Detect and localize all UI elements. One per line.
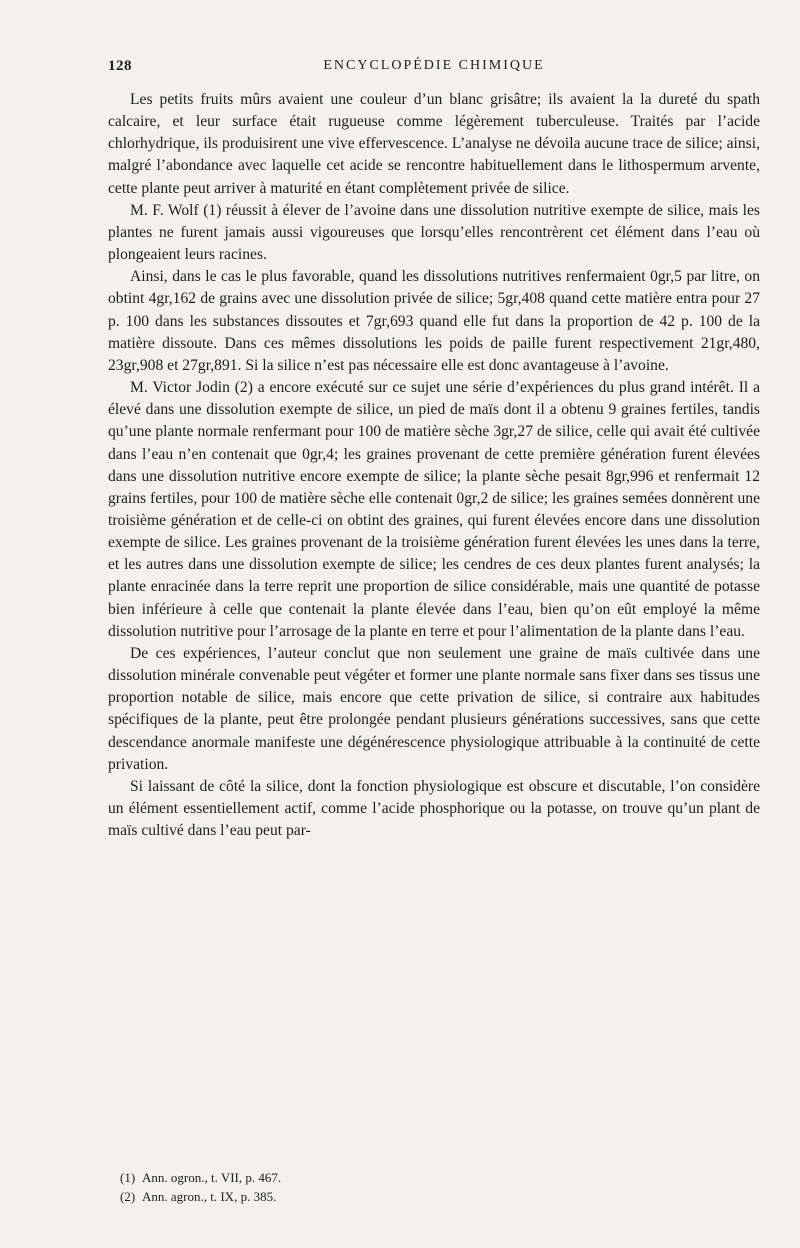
paragraph: De ces expériences, l’auteur conclut que non seulement une graine de maïs cultivée dans une dissolution minérale convenable peut végéter et former une plante normale sans fixer dans ses tissus une proportion notable de silice, mais encore que cette privation de silice, si contraire aux habitudes spécifiques de la plante, peut être prolongée pendant plusieurs générations successives, sans que cette descendance anormale manifeste une dégénérescence physiologique attribuable à la continuité de cette privation. [108, 644, 760, 773]
footnotes [120, 1168, 740, 1206]
footnote-text: Ann. agron., t. IX, p. 385. [142, 1189, 277, 1204]
running-title: ENCYCLOPÉDIE CHIMIQUE [323, 58, 545, 73]
paragraph: Si laissant de côté la silice, dont la fonction physiologique est obscure et discutable, l’on considère un élément essentiellement actif, comme l’acide phosphorique ou la potasse, on trouve qu’un plant de maïs cultivé dans l’eau peut par- [108, 777, 760, 840]
footnote-text: Ann. ogron., t. VII, p. 467. [142, 1170, 282, 1185]
page-number: 128 [108, 58, 132, 74]
body-text [108, 89, 760, 842]
paragraph: Les petits fruits mûrs avaient une couleur d’un blanc grisâtre; ils avaient la la dureté du spath calcaire, et leur surface était rugueuse comme légèrement tuberculeuse. Traités par l’acide chlorhydrique, ils produisirent une vive effervescence. L’analyse ne dévoila aucune trace de silice; ainsi, malgré l’abondance avec laquelle cet acide se rencontre habituellement dans le lithospermum arvente, cette plante peut arriver à maturité en étant complètement privée de silice. [108, 91, 760, 197]
paragraph: Ainsi, dans le cas le plus favorable, quand les dissolutions nutritives renfermaient 0gr,5 par litre, on obtint 4gr,162 de grains avec une dissolution privée de silice; 5gr,408 quand cette matière entra pour 27 p. 100 dans les substances dissoutes et 7gr,693 quand elle fut dans la proportion de 42 p. 100 de la matière dissoute. Dans ces mêmes dissolutions les poids de paille furent respectivement 21gr,480, 23gr,908 et 27gr,891. Si la silice n’est pas nécessaire elle est donc avantageuse à l’avoine. [108, 268, 760, 374]
paragraph: M. Victor Jodin (2) a encore exécuté sur ce sujet une série d’expériences du plus grand intérêt. Il a élevé dans une dissolution exempte de silice, un pied de maïs dont il a obtenu 9 graines fertiles, tandis qu’une plante normale renfermant pour 100 de matière sèche 3gr,27 de silice, celle qui avait été cultivée dans l’eau n’en contenait que 0gr,4; les graines provenant de cette première génération furent élevées dans une dissolution nutritive encore exempte de silice; la plante sèche pesait 8gr,996 et renfermait 12 grains fertiles, pour 100 de matière sèche elle contenait 0gr,2 de silice; les graines semées donnèrent une troisième génération et de celle-ci on obtint des graines, qui furent élevées encore dans une dissolution exempte de silice. Les graines provenant de la troisième génération furent élevées les unes dans la terre, et les autres dans une dissolution exempte de silice; les cendres de ces deux plantes furent analysés; la plante enracinée dans la terre reprit une proportion de silice considérable, mais une quantité de potasse bien inférieure à celle que contenait la plante élevée dans l’eau, bien qu’on eût employé la même dissolution nutritive pour l’arrosage de la plante en terre et pour l’alimentation de la plante dans l’eau. [108, 379, 760, 640]
footnote-label: (1) [120, 1170, 136, 1185]
paragraph: M. F. Wolf (1) réussit à élever de l’avoine dans une dissolution nutritive exempte de silice, mais les plantes ne furent jamais aussi vigoureuses que lorsqu’elles rencontrèrent cet élément dans l’eau où plongeaient leurs racines. [108, 201, 760, 264]
page-header [108, 58, 760, 82]
footnote [120, 1168, 740, 1187]
footnote-label: (2) [120, 1189, 136, 1204]
footnote [120, 1187, 740, 1206]
